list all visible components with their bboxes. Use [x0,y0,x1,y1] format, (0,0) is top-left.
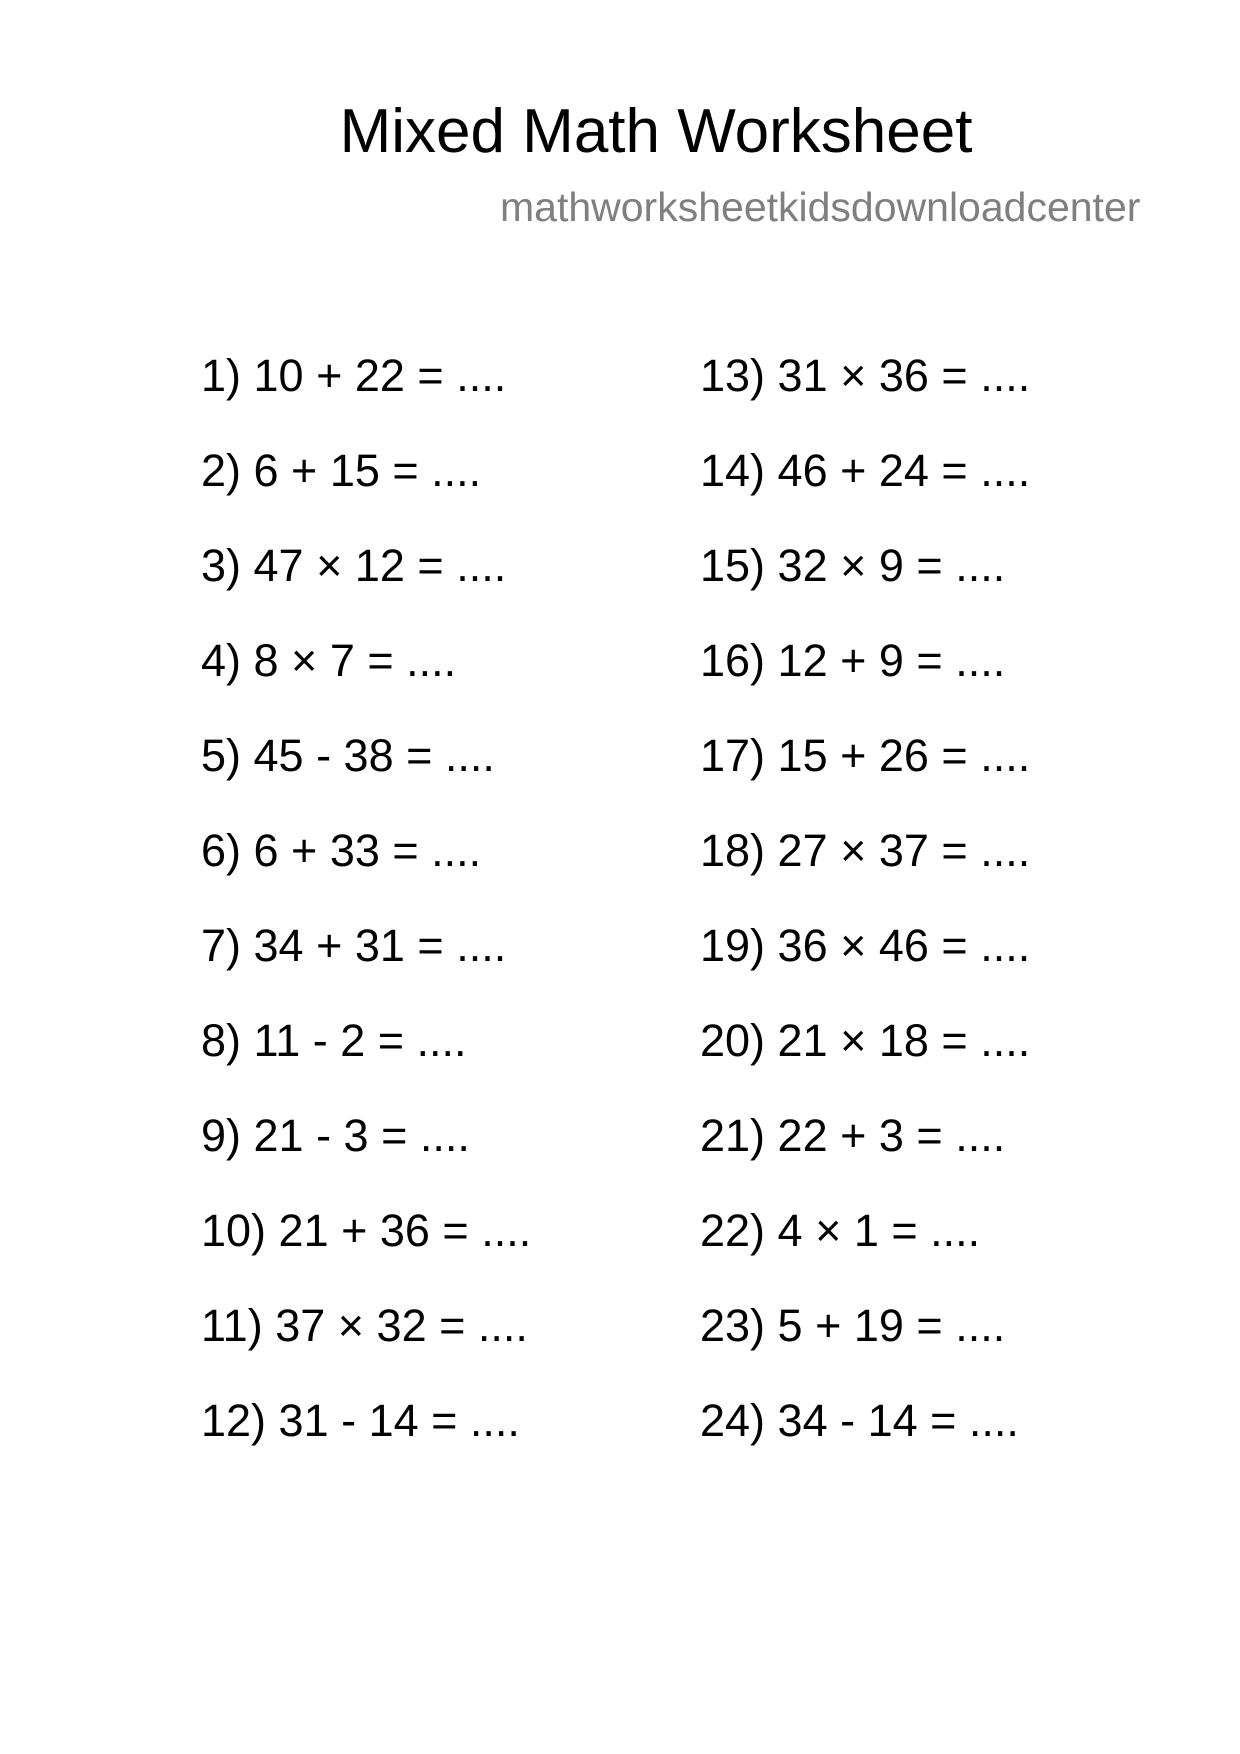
problem: 6) 6 + 33 = .... [201,825,482,876]
problem: 9) 21 - 3 = .... [201,1110,470,1161]
worksheet-title: Mixed Math Worksheet [339,97,973,166]
problem: 17) 15 + 26 = .... [700,730,1031,781]
problem: 1) 10 + 22 = .... [201,350,507,401]
problem: 24) 34 - 14 = .... [700,1395,1019,1446]
problem: 10) 21 + 36 = .... [201,1205,532,1256]
problem: 12) 31 - 14 = .... [201,1395,520,1446]
problem: 13) 31 × 36 = .... [700,350,1031,401]
problem: 16) 12 + 9 = .... [700,635,1006,686]
problem: 4) 8 × 7 = .... [201,635,457,686]
problem: 14) 46 + 24 = .... [700,445,1031,496]
problem: 21) 22 + 3 = .... [700,1110,1006,1161]
problem: 19) 36 × 46 = .... [700,920,1031,971]
problem: 11) 37 × 32 = .... [201,1300,528,1351]
problem: 3) 47 × 12 = .... [201,540,507,591]
problem: 2) 6 + 15 = .... [201,445,482,496]
problems-column-left [201,348,531,1488]
problem: 15) 32 × 9 = .... [700,540,1006,591]
problem: 18) 27 × 37 = .... [700,825,1031,876]
problem: 8) 11 - 2 = .... [201,1015,467,1066]
problem: 5) 45 - 38 = .... [201,730,495,781]
problem: 23) 5 + 19 = .... [700,1300,1006,1351]
problem: 22) 4 × 1 = .... [700,1205,981,1256]
problem: 7) 34 + 31 = .... [201,920,507,971]
problem: 20) 21 × 18 = .... [700,1015,1031,1066]
worksheet-source: mathworksheetkidsdownloadcenter [500,184,1141,230]
problems-column-right [700,348,1030,1488]
